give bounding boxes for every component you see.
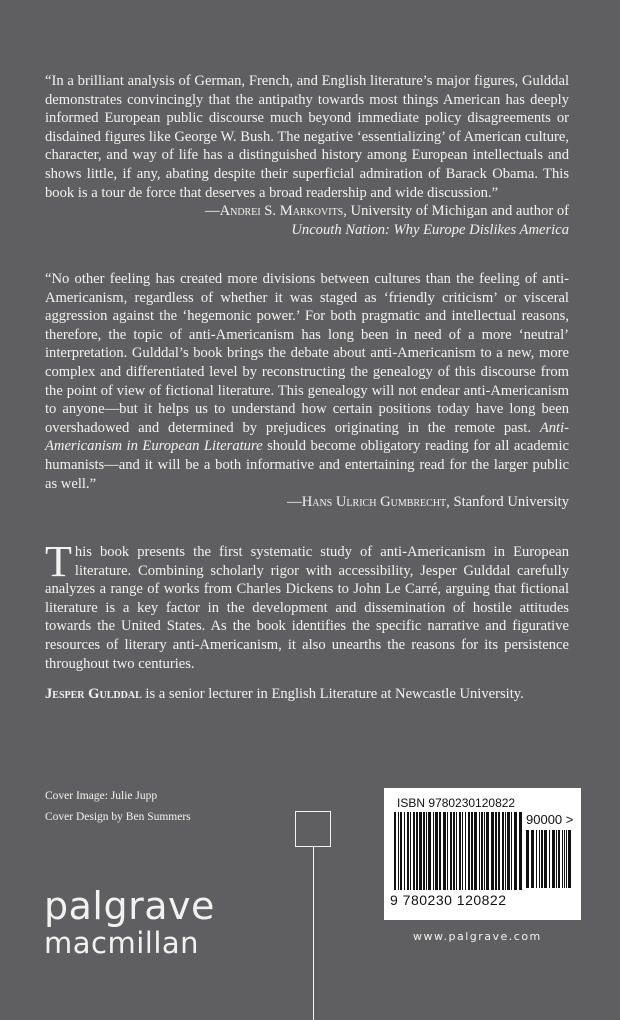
endorser-book-title: Uncouth Nation: Why Europe Dislikes America	[291, 221, 569, 238]
quote-text: “In a brilliant analysis of German, French, and English literature’s major figures, Gulddal demonstrates convincingly that the antipathy towards most things American has deeply informed European public discourse much beyond immediate policy disagreements or disdained figures like George W. Bush. The negative ‘essentializing’ of American culture, character, and way of life has a distinguished history among European intellectuals and shows little, if any, abating despite their superficial admiration of Barack Obama. This book is a tour de force that deserves a broad readership and wide discussion.”	[45, 73, 569, 201]
author-bio-text: is a senior lecturer in English Literature at Newcastle University.	[141, 686, 524, 702]
quote-attribution: —Hans Ulrich Gumbrecht, Stanford University	[287, 494, 569, 511]
endorsement-quote-gumbrecht	[45, 270, 569, 512]
endorser-name: Hans Ulrich Gumbrecht	[301, 494, 447, 511]
endorsement-quote-markovits	[45, 72, 569, 239]
addon-barcode-bars	[526, 830, 572, 888]
quote-attribution: —Andrei S. Markovits, University of Michigan and author of	[204, 203, 569, 220]
drop-cap: T	[45, 537, 72, 586]
logo-macmillan: macmillan	[44, 926, 200, 960]
endorser-name: Andrei S. Markovits	[219, 203, 344, 220]
decorative-line	[313, 847, 314, 1020]
isbn-label: ISBN 9780230120822	[397, 796, 516, 810]
publisher-logo	[44, 884, 215, 960]
book-title: Anti-Americanism in European Literature	[45, 419, 569, 455]
cover-design-credit: Cover Design by Ben Summers	[45, 811, 191, 823]
author-bio	[45, 685, 569, 704]
book-description	[45, 537, 569, 673]
publisher-website: www.palgrave.com	[413, 930, 542, 943]
price-addon: 90000 >	[526, 812, 574, 827]
isbn-digits: 9 780230 120822	[390, 892, 507, 908]
description-text: his book presents the first systematic study of anti-Americanism in European literature. Combining scholarly rigor with accessibility, Jesper Gulddal carefully analyzes a range of works from Charles Dickens to John Le Carré, arguing that fictional literature is a key factor in the development and dissemination of hostile attitudes towards the United States. As the book identifies the specific narrative and figurative resources of literary anti-Americanism, it also unearths the reasons for its persistence throughout two centuries.	[45, 544, 569, 672]
decorative-frame	[295, 811, 331, 847]
cover-image-credit: Cover Image: Julie Jupp	[45, 790, 158, 802]
quote-text: “No other feeling has created more divisions between cultures than the feeling of anti-Americanism, regardless of whether it was staged as ‘friendly criticism’ or visceral aggression against the ‘hegemonic power.’ For both pragmatic and intellectual reasons, therefore, the topic of anti-Americanism has long been in need of a more ‘neutral’ interpretation. Gulddal’s book brings the debate about anti-Americanism to a new, more complex and differentiated level by reconstructing the genealogy of this discourse from the point of view of fictional literature. This genealogy will not endear anti-Americanism to anyone—but it helps us to understand how certain positions today have long been overshadowed and determined by prejudices originating in the remote past. Anti-Americanism in European Literature should become obligatory reading for all academic humanists—and it will be a both informative and entertaining read for the larger public as well.”	[45, 271, 569, 492]
ean-barcode-bars	[394, 812, 522, 890]
logo-palgrave: palgrave	[44, 884, 215, 928]
author-name: Jesper Gulddal	[45, 686, 142, 702]
barcode	[384, 788, 581, 920]
